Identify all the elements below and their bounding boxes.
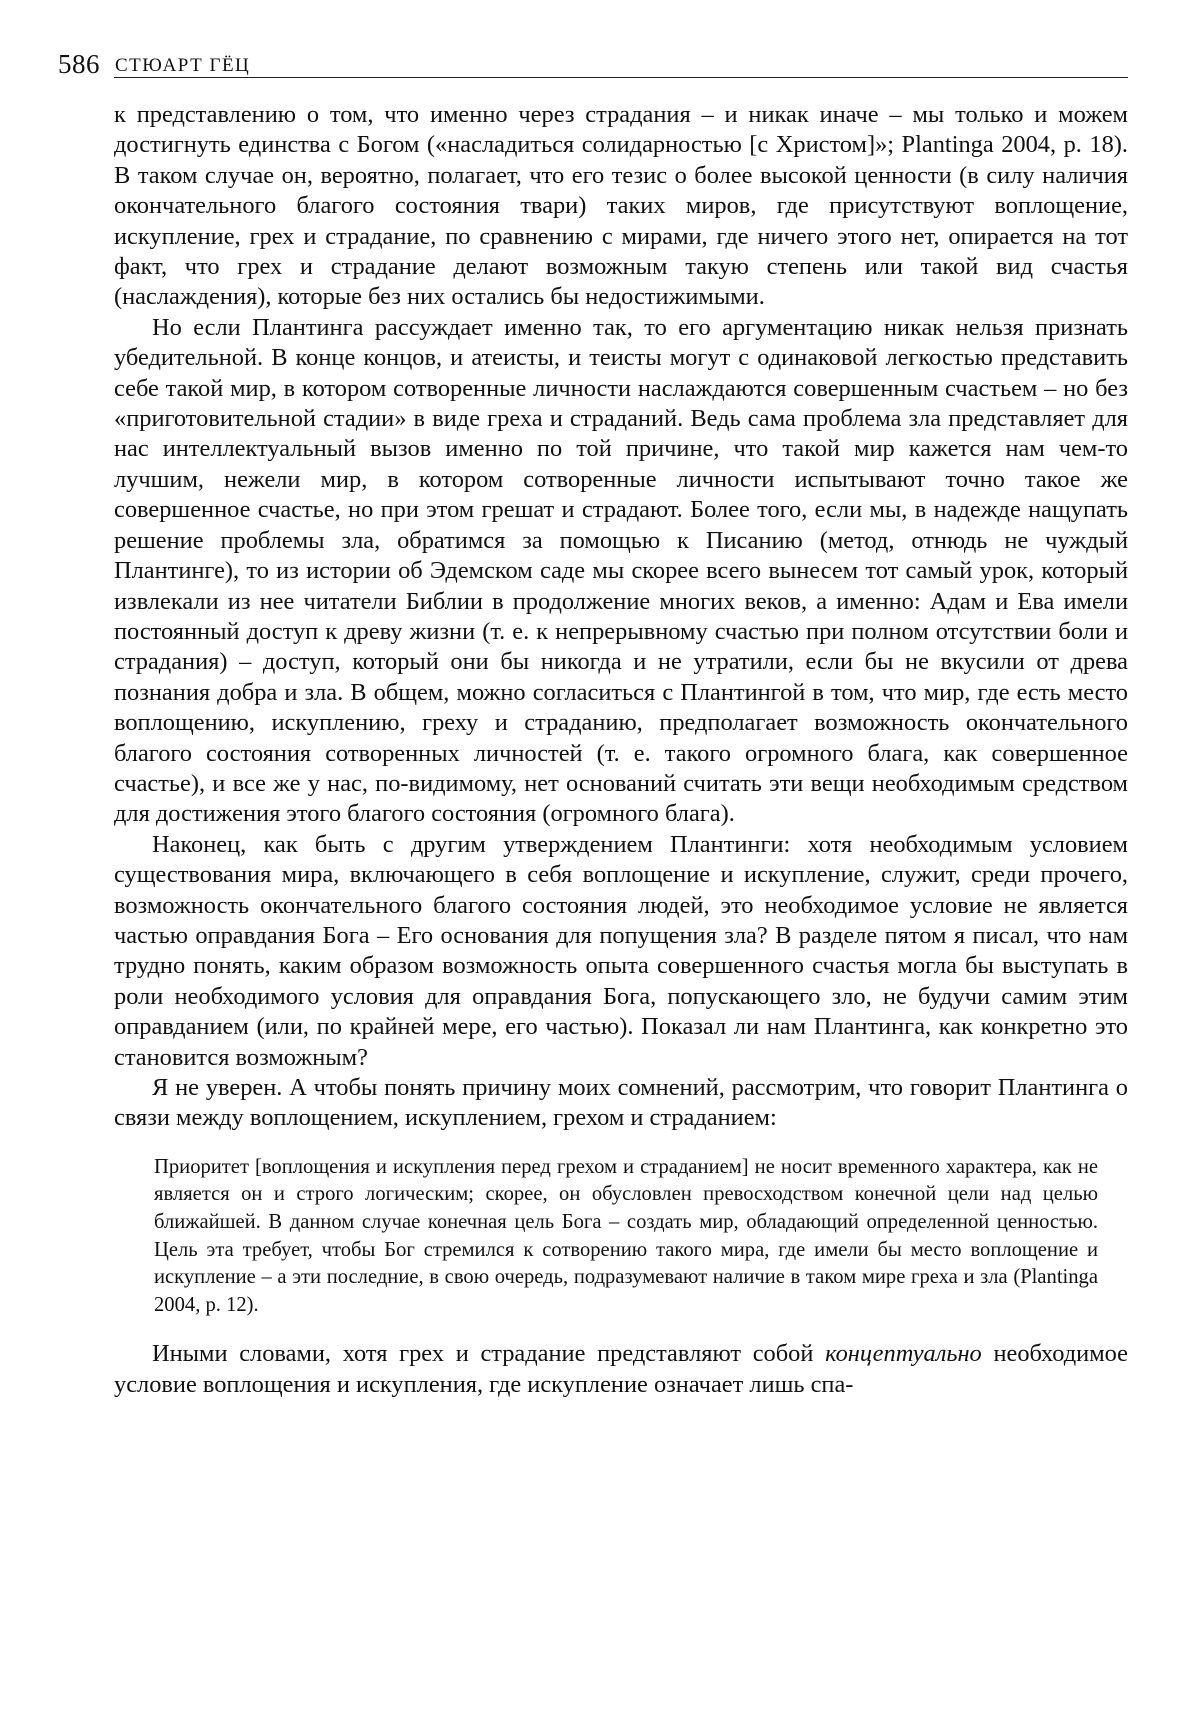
paragraph-text-end: необходимое условие воплощения и искупления, где искупление означает лишь спа- bbox=[114, 1340, 1128, 1398]
running-head: СТЮАРТ ГЁЦ bbox=[115, 55, 251, 76]
paragraph-text-start: Иными словами, хотя грех и страдание представляют собой bbox=[152, 1340, 826, 1368]
header-rule bbox=[114, 77, 1128, 78]
paragraph: Наконец, как быть с другим утверждением Плантинги: хотя необходимым условием существования мира, включающего в себя воплощение и искупление, служит, среди прочего, возможность окончательного благого состояния людей, это необходимое условие не является частью оправдания Бога – Его основания для попущения зла? В разделе пятом я писал, что нам трудно понять, каким образом возможность опыта совершенного счастья могла бы выступать в роли необходимого условия для оправдания Бога, попускающего зло, не будучи самим этим оправданием (или, по крайней мере, его частью). Показал ли нам Плантинга, как конкретно это становится возможным? bbox=[114, 830, 1128, 1071]
page-number: 586 bbox=[58, 49, 100, 79]
paragraph bbox=[114, 1339, 1128, 1400]
quote-text: Приоритет [воплощения и искупления перед грехом и страданием] не носит временного характера, как не является он и строго логическим; скорее, он обусловлен превосходством конечной цели над целью ближайшей. В данном случае конечная цель Бога – создать мир, обладающий определенной ценностью. Цель эта требует, чтобы Бог стремился к сотворению такого мира, где имели бы место воплощение и искупление – а эти последние, в свою очередь, подразумевают наличие в таком мире греха и зла (Plantinga 2004, p. 12). bbox=[154, 1155, 1098, 1316]
page-header bbox=[58, 48, 1128, 80]
paragraph: Но если Плантинга рассуждает именно так, то его аргументацию никак нельзя признать убедительной. В конце концов, и атеисты, и теисты могут с одинаковой легкостью представить себе такой мир, в котором сотворенные личности наслаждаются совершенным счастьем – но без «приготовительной стадии» в виде греха и страданий. Ведь сама проблема зла представляет для нас интеллектуальный вызов именно по той причине, что такой мир кажется нам чем-то лучшим, нежели мир, в котором сотворенные личности испытывают точно такое же совершенное счастье, но при этом грешат и страдают. Более того, если мы, в надежде нащупать решение проблемы зла, обратимся за помощью к Писанию (метод, отнюдь не чуждый Плантинге), то из истории об Эдемском саде мы скорее всего вынесем тот самый урок, который извлекали из нее читатели Библии в продолжение многих веков, а именно: Адам и Ева имели постоянный доступ к древу жизни (т. е. к непрерывному счастью при полном отсутствии боли и страдания) – доступ, который они бы никогда и не утратили, если бы не вкусили от древа познания добра и зла. В общем, можно согласиться с Плантингой в том, что мир, где есть место воплощению, искуплению, греху и страданию, предполагает возможность окончательного благого состояния сотворенных личностей (т. е. такого огромного блага, как совершенное счастье), и все же у нас, по-видимому, нет оснований считать эти вещи необходимым средством для достижения этого благого состояния (огромного блага). bbox=[114, 313, 1128, 828]
emphasized-word: концептуально bbox=[825, 1340, 982, 1368]
body-text bbox=[114, 100, 1128, 1400]
paragraph: к представлению о том, что именно через страдания – и никак иначе – мы только и можем достигнуть единства с Богом («насладиться солидарностью [с Христом]»; Plantinga 2004, p. 18). В таком случае он, вероятно, полагает, что его тезис о более высокой ценности (в силу наличия окончательного благого состояния твари) таких миров, где присутствуют воплощение, искупление, грех и страдание, по сравнению с мирами, где ничего этого нет, опирается на тот факт, что грех и страдание делают возможным такую степень или такой вид счастья (наслаждения), которые без них остались бы недостижимыми. bbox=[114, 101, 1128, 311]
block-quote bbox=[154, 1154, 1098, 1320]
paragraph: Я не уверен. А чтобы понять причину моих сомнений, рассмотрим, что говорит Плантинга о связи между воплощением, искуплением, грехом и страданием: bbox=[114, 1074, 1128, 1132]
